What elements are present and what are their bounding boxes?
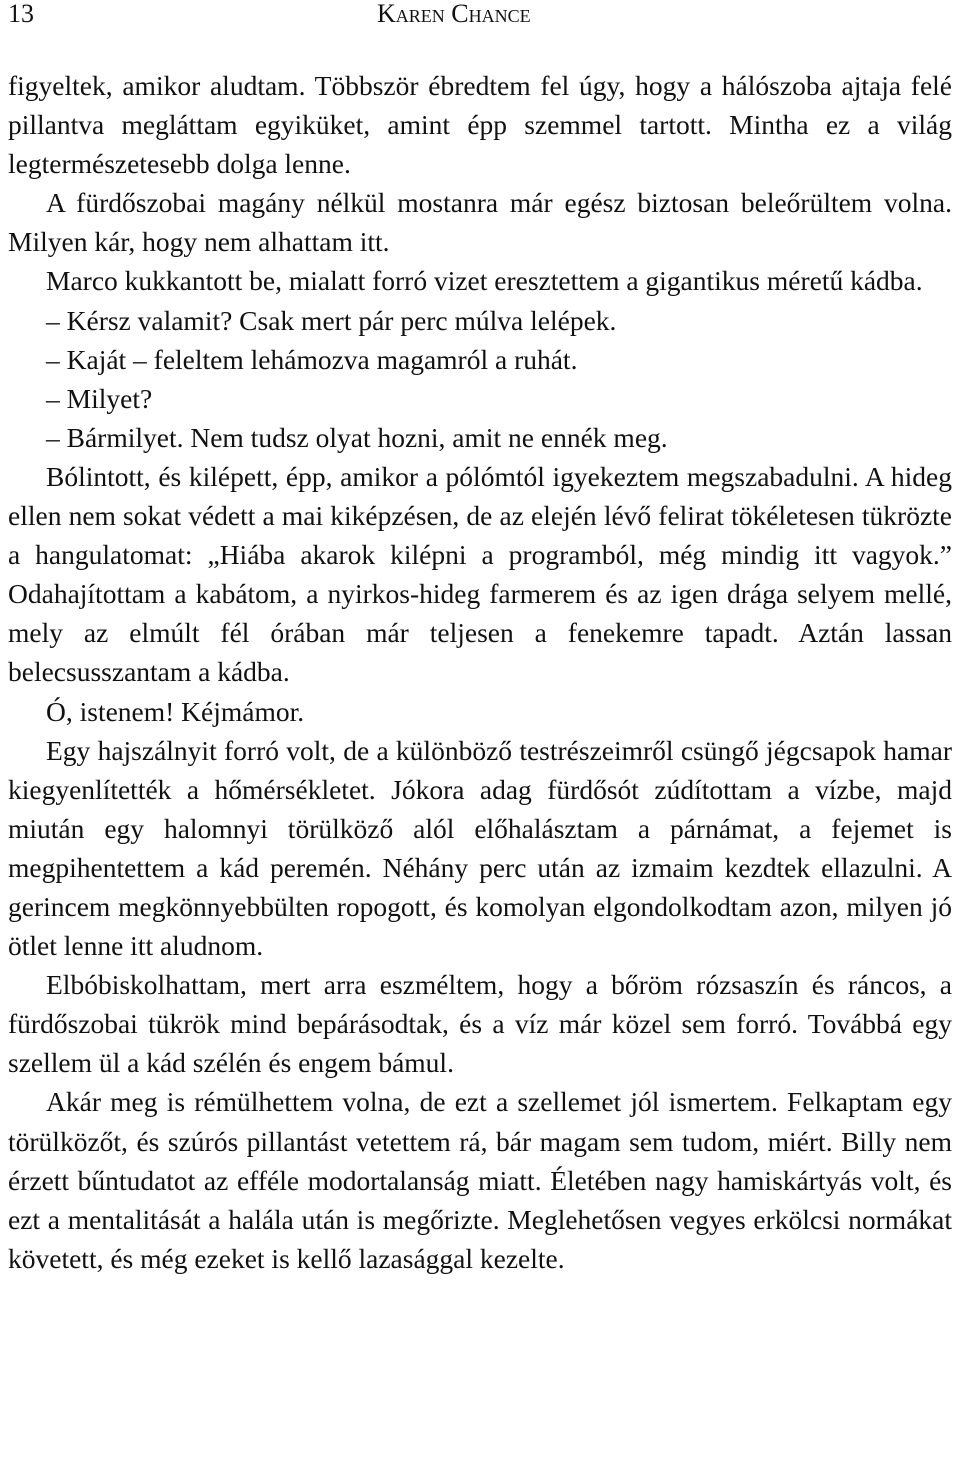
dialogue-line: – Bármilyet. Nem tudsz olyat hozni, amit ne ennék meg. <box>46 421 668 453</box>
paragraph: Bólintott, és kilépett, épp, amikor a pólómtól igyekeztem megszabadulni. A hideg ellen nem sokat védett a mai kiképzésen, de az elején lévő felirat tökéletesen tükrözte a hangulatomat: „Hiába akarok kilépni a programból, még mindig itt vagyok.” Odahajítottam a kabátom, a nyirkos-hideg farmerem és az igen drága selyem mellé, mely az elmúlt fél órában már teljesen a fenekemre tapadt. Aztán lassan belecsusszantam a kádba. <box>8 460 952 688</box>
page-header <box>0 0 960 30</box>
running-head-author: Karen Chance <box>377 0 531 28</box>
paragraph: figyeltek, amikor aludtam. Többször ébredtem fel úgy, hogy a hálószoba ajtaja felé pillantva megláttam egyiküket, amint épp szemmel tartott. Mintha ez a világ legtermészetesebb dolga lenne. <box>8 70 952 180</box>
dialogue-line: – Kérsz valamit? Csak mert pár perc múlva lelépek. <box>46 304 617 336</box>
dialogue-line: – Milyet? <box>46 382 153 414</box>
paragraph: Akár meg is rémülhettem volna, de ezt a szellemet jól ismertem. Felkaptam egy törülközőt, és szúrós pillantást vetettem rá, bár magam sem tudom, miért. Billy nem érzett bűntudatot az efféle modortalanság miatt. Életében nagy hamiskártyás volt, és ezt a mentalitását a halála után is megőrizte. Meglehetősen vegyes erkölcsi normákat követett, és még ezeket is kellő lazasággal kezelte. <box>8 1086 952 1274</box>
paragraph: Egy hajszálnyit forró volt, de a különböző testrészeimről csüngő jégcsapok hamar kiegyenlítették a hőmérsékletet. Jókora adag fürdősót zúdítottam a vízbe, majd miután egy halomnyi törülköző alól előhalásztam a párnámat, a fejemet is megpihentettem a kád peremén. Néhány perc után az izmaim kezdtek ellazulni. A gerincem megkönnyebbülten ropogott, és komolyan elgondolkodtam azon, milyen jó ötlet lenne itt aludnom. <box>8 734 952 962</box>
paragraph: Elbóbiskolhattam, mert arra eszméltem, hogy a bőröm rózsaszín és ráncos, a fürdőszobai tükrök mind bepárásodtak, és a víz már közel sem forró. Továbbá egy szellem ül a kád szélén és engem bámul. <box>8 969 952 1079</box>
paragraph: Ó, istenem! Kéjmámor. <box>46 695 305 727</box>
page-number: 13 <box>8 0 34 28</box>
dialogue-line: – Kaját – feleltem lehámozva magamról a ruhát. <box>46 343 578 375</box>
paragraph: A fürdőszobai magány nélkül mostanra már egész biztosan beleőrültem volna. Milyen kár, hogy nem alhattam itt. <box>8 187 952 258</box>
paragraph: Marco kukkantott be, mialatt forró vizet eresztettem a gigantikus méretű kádba. <box>46 265 923 297</box>
body-text <box>8 66 952 1278</box>
